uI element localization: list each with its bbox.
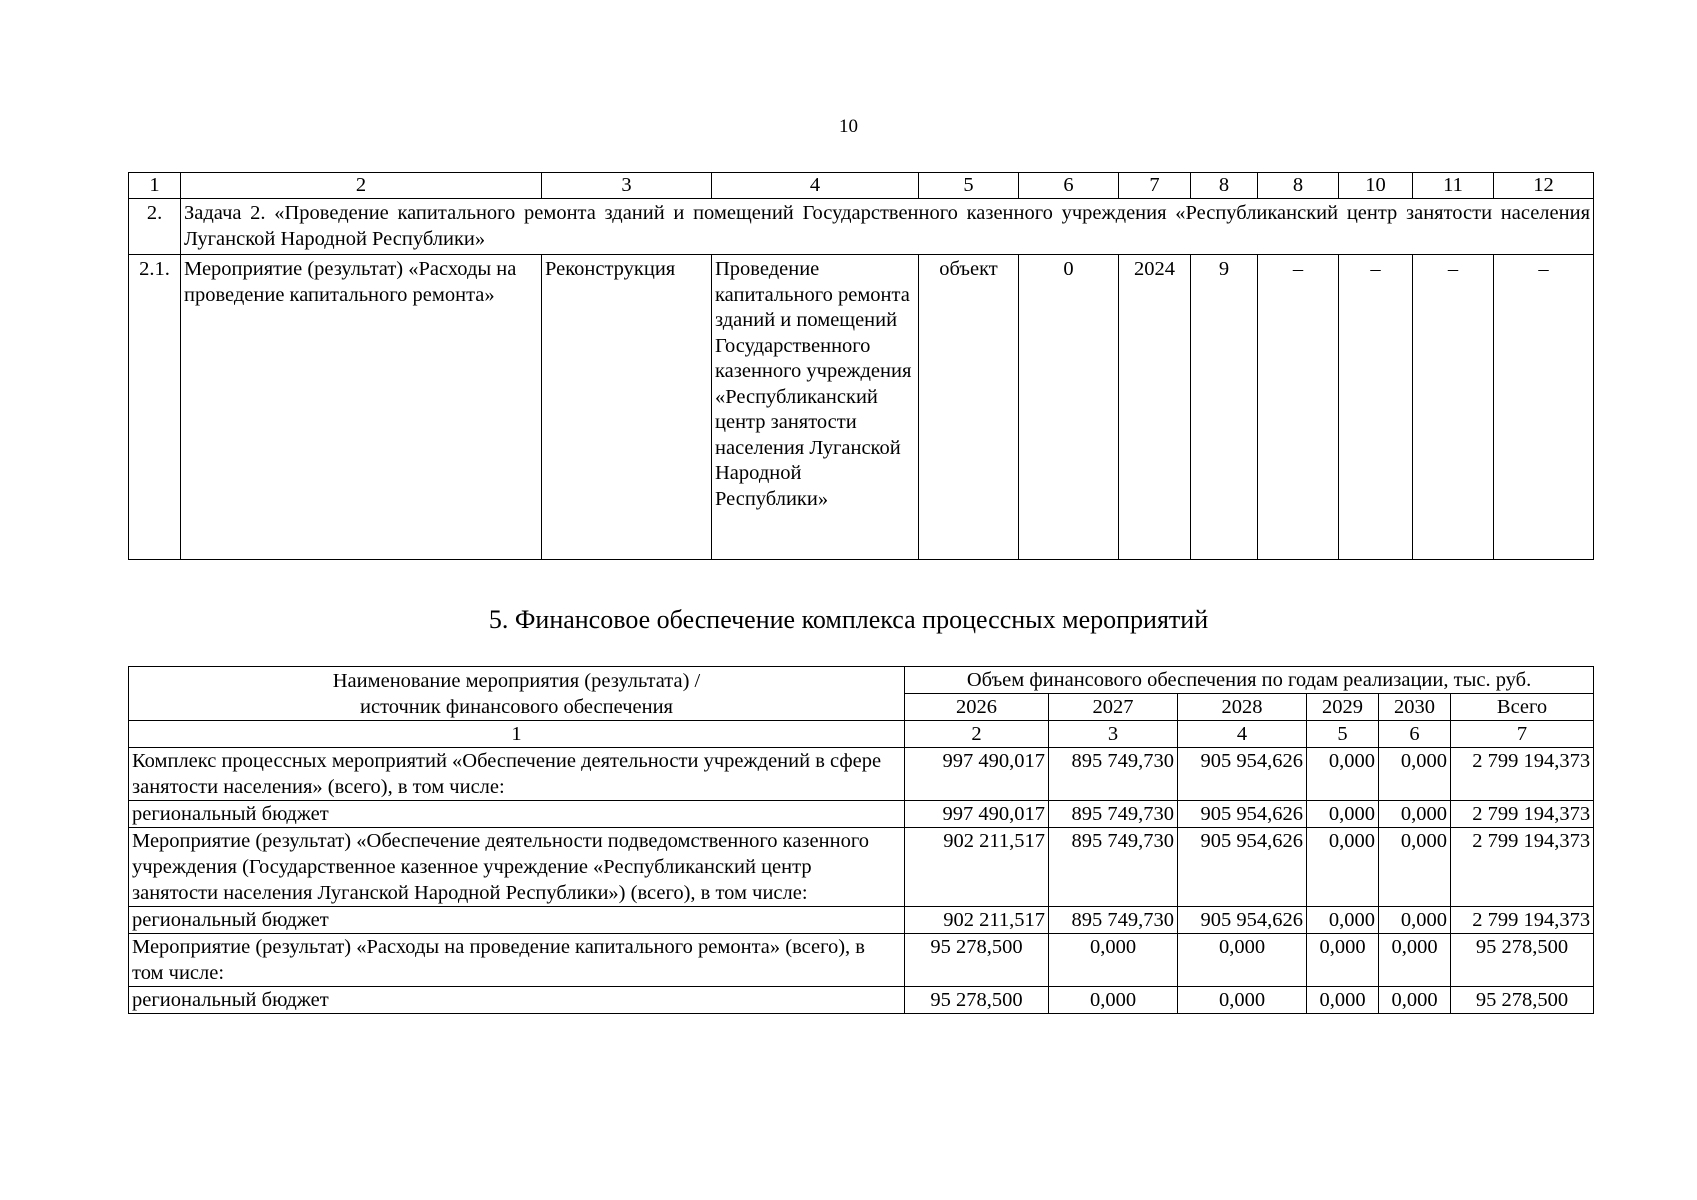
column-number-row	[129, 173, 1594, 199]
value-cell: 895 749,730	[1049, 828, 1178, 907]
year-header: 2030	[1379, 694, 1451, 721]
value-cell: 2 799 194,373	[1451, 828, 1594, 907]
task-row	[129, 199, 1594, 255]
value-cell: 0,000	[1049, 934, 1178, 987]
value-cell: 997 490,017	[905, 748, 1049, 801]
column-number: 1	[129, 721, 905, 748]
column-number: 5	[1307, 721, 1379, 748]
indicators-table	[128, 172, 1594, 560]
value-cell: 95 278,500	[905, 987, 1049, 1014]
column-number: 4	[712, 173, 919, 199]
value-cell: 0,000	[1379, 907, 1451, 934]
year-header: 2028	[1178, 694, 1307, 721]
item-col9: –	[1258, 255, 1339, 560]
head-name: Наименование мероприятия (результата) / источник финансового обеспечения	[129, 667, 905, 721]
table-row	[129, 828, 1594, 907]
column-number: 3	[1049, 721, 1178, 748]
value-cell: 0,000	[1379, 801, 1451, 828]
item-col10: –	[1339, 255, 1413, 560]
column-number: 10	[1339, 173, 1413, 199]
column-number: 6	[1019, 173, 1119, 199]
value-cell: 0,000	[1379, 934, 1451, 987]
item-year: 2024	[1119, 255, 1191, 560]
value-cell: 895 749,730	[1049, 801, 1178, 828]
value-cell: 95 278,500	[905, 934, 1049, 987]
value-cell: 0,000	[1307, 801, 1379, 828]
value-cell: 895 749,730	[1049, 907, 1178, 934]
value-cell: 95 278,500	[1451, 987, 1594, 1014]
value-cell: 2 799 194,373	[1451, 748, 1594, 801]
item-value: 9	[1191, 255, 1258, 560]
value-cell: 0,000	[1307, 934, 1379, 987]
value-cell: 0,000	[1049, 987, 1178, 1014]
row-name: Комплекс процессных мероприятий «Обеспечение деятельности учреждений в сфере занятости населения» (всего), в том числе:	[129, 748, 905, 801]
value-cell: 0,000	[1307, 907, 1379, 934]
column-number: 11	[1413, 173, 1494, 199]
value-cell: 997 490,017	[905, 801, 1049, 828]
row-name: региональный бюджет	[129, 987, 905, 1014]
column-number: 4	[1178, 721, 1307, 748]
column-number: 8	[1258, 173, 1339, 199]
column-number: 3	[542, 173, 712, 199]
item-number: 2.1.	[129, 255, 181, 560]
value-cell: 2 799 194,373	[1451, 907, 1594, 934]
value-cell: 0,000	[1178, 934, 1307, 987]
value-cell: 905 954,626	[1178, 801, 1307, 828]
value-cell: 895 749,730	[1049, 748, 1178, 801]
column-number: 12	[1494, 173, 1594, 199]
item-unit: объект	[919, 255, 1019, 560]
page-number: 10	[839, 116, 858, 137]
task-text: Задача 2. «Проведение капитального ремонта зданий и помещений Государственного казенного учреждения «Республиканский центр занятости населения Луганской Народной Республики»	[181, 199, 1594, 255]
value-cell: 0,000	[1379, 748, 1451, 801]
value-cell: 0,000	[1379, 987, 1451, 1014]
financing-table	[128, 666, 1594, 1014]
value-cell: 0,000	[1379, 828, 1451, 907]
column-number: 8	[1191, 173, 1258, 199]
item-col12: –	[1494, 255, 1594, 560]
year-header: 2026	[905, 694, 1049, 721]
table-row	[129, 934, 1594, 987]
year-header: 2027	[1049, 694, 1178, 721]
item-name: Мероприятие (результат) «Расходы на проведение капитального ремонта»	[181, 255, 542, 560]
value-cell: 0,000	[1307, 987, 1379, 1014]
value-cell: 0,000	[1178, 987, 1307, 1014]
table-row	[129, 801, 1594, 828]
year-header: Всего	[1451, 694, 1594, 721]
head-row	[129, 667, 1594, 694]
item-row	[129, 255, 1594, 560]
row-name: Мероприятие (результат) «Расходы на проведение капитального ремонта» (всего), в том числе:	[129, 934, 905, 987]
value-cell: 2 799 194,373	[1451, 801, 1594, 828]
column-number: 7	[1119, 173, 1191, 199]
column-number: 2	[181, 173, 542, 199]
value-cell: 0,000	[1307, 828, 1379, 907]
value-cell: 902 211,517	[905, 907, 1049, 934]
table-row	[129, 907, 1594, 934]
value-cell: 905 954,626	[1178, 748, 1307, 801]
item-col11: –	[1413, 255, 1494, 560]
column-number: 1	[129, 173, 181, 199]
row-name: региональный бюджет	[129, 801, 905, 828]
column-number: 5	[919, 173, 1019, 199]
value-cell: 0,000	[1307, 748, 1379, 801]
row-name: региональный бюджет	[129, 907, 905, 934]
column-number: 6	[1379, 721, 1451, 748]
table-row	[129, 748, 1594, 801]
value-cell: 95 278,500	[1451, 934, 1594, 987]
column-number-row	[129, 721, 1594, 748]
section-title: 5. Финансовое обеспечение комплекса процессных мероприятий	[488, 605, 1209, 634]
task-number: 2.	[129, 199, 181, 255]
row-name: Мероприятие (результат) «Обеспечение деятельности подведомственного казенного учреждения (Государственное казенное учреждение «Республиканский центр занятости населения Луганской Народной Республики») (всего), в том числе:	[129, 828, 905, 907]
item-description: Проведение капитального ремонта зданий и помещений Государственного казенного учреждения «Республиканский центр занятости населения Луганской Народной Республики»	[712, 255, 919, 560]
table-row	[129, 987, 1594, 1014]
year-header: 2029	[1307, 694, 1379, 721]
item-type: Реконструкция	[542, 255, 712, 560]
head-volume: Объем финансового обеспечения по годам реализации, тыс. руб.	[905, 667, 1594, 694]
value-cell: 902 211,517	[905, 828, 1049, 907]
column-number: 2	[905, 721, 1049, 748]
item-base-value: 0	[1019, 255, 1119, 560]
column-number: 7	[1451, 721, 1594, 748]
value-cell: 905 954,626	[1178, 907, 1307, 934]
value-cell: 905 954,626	[1178, 828, 1307, 907]
